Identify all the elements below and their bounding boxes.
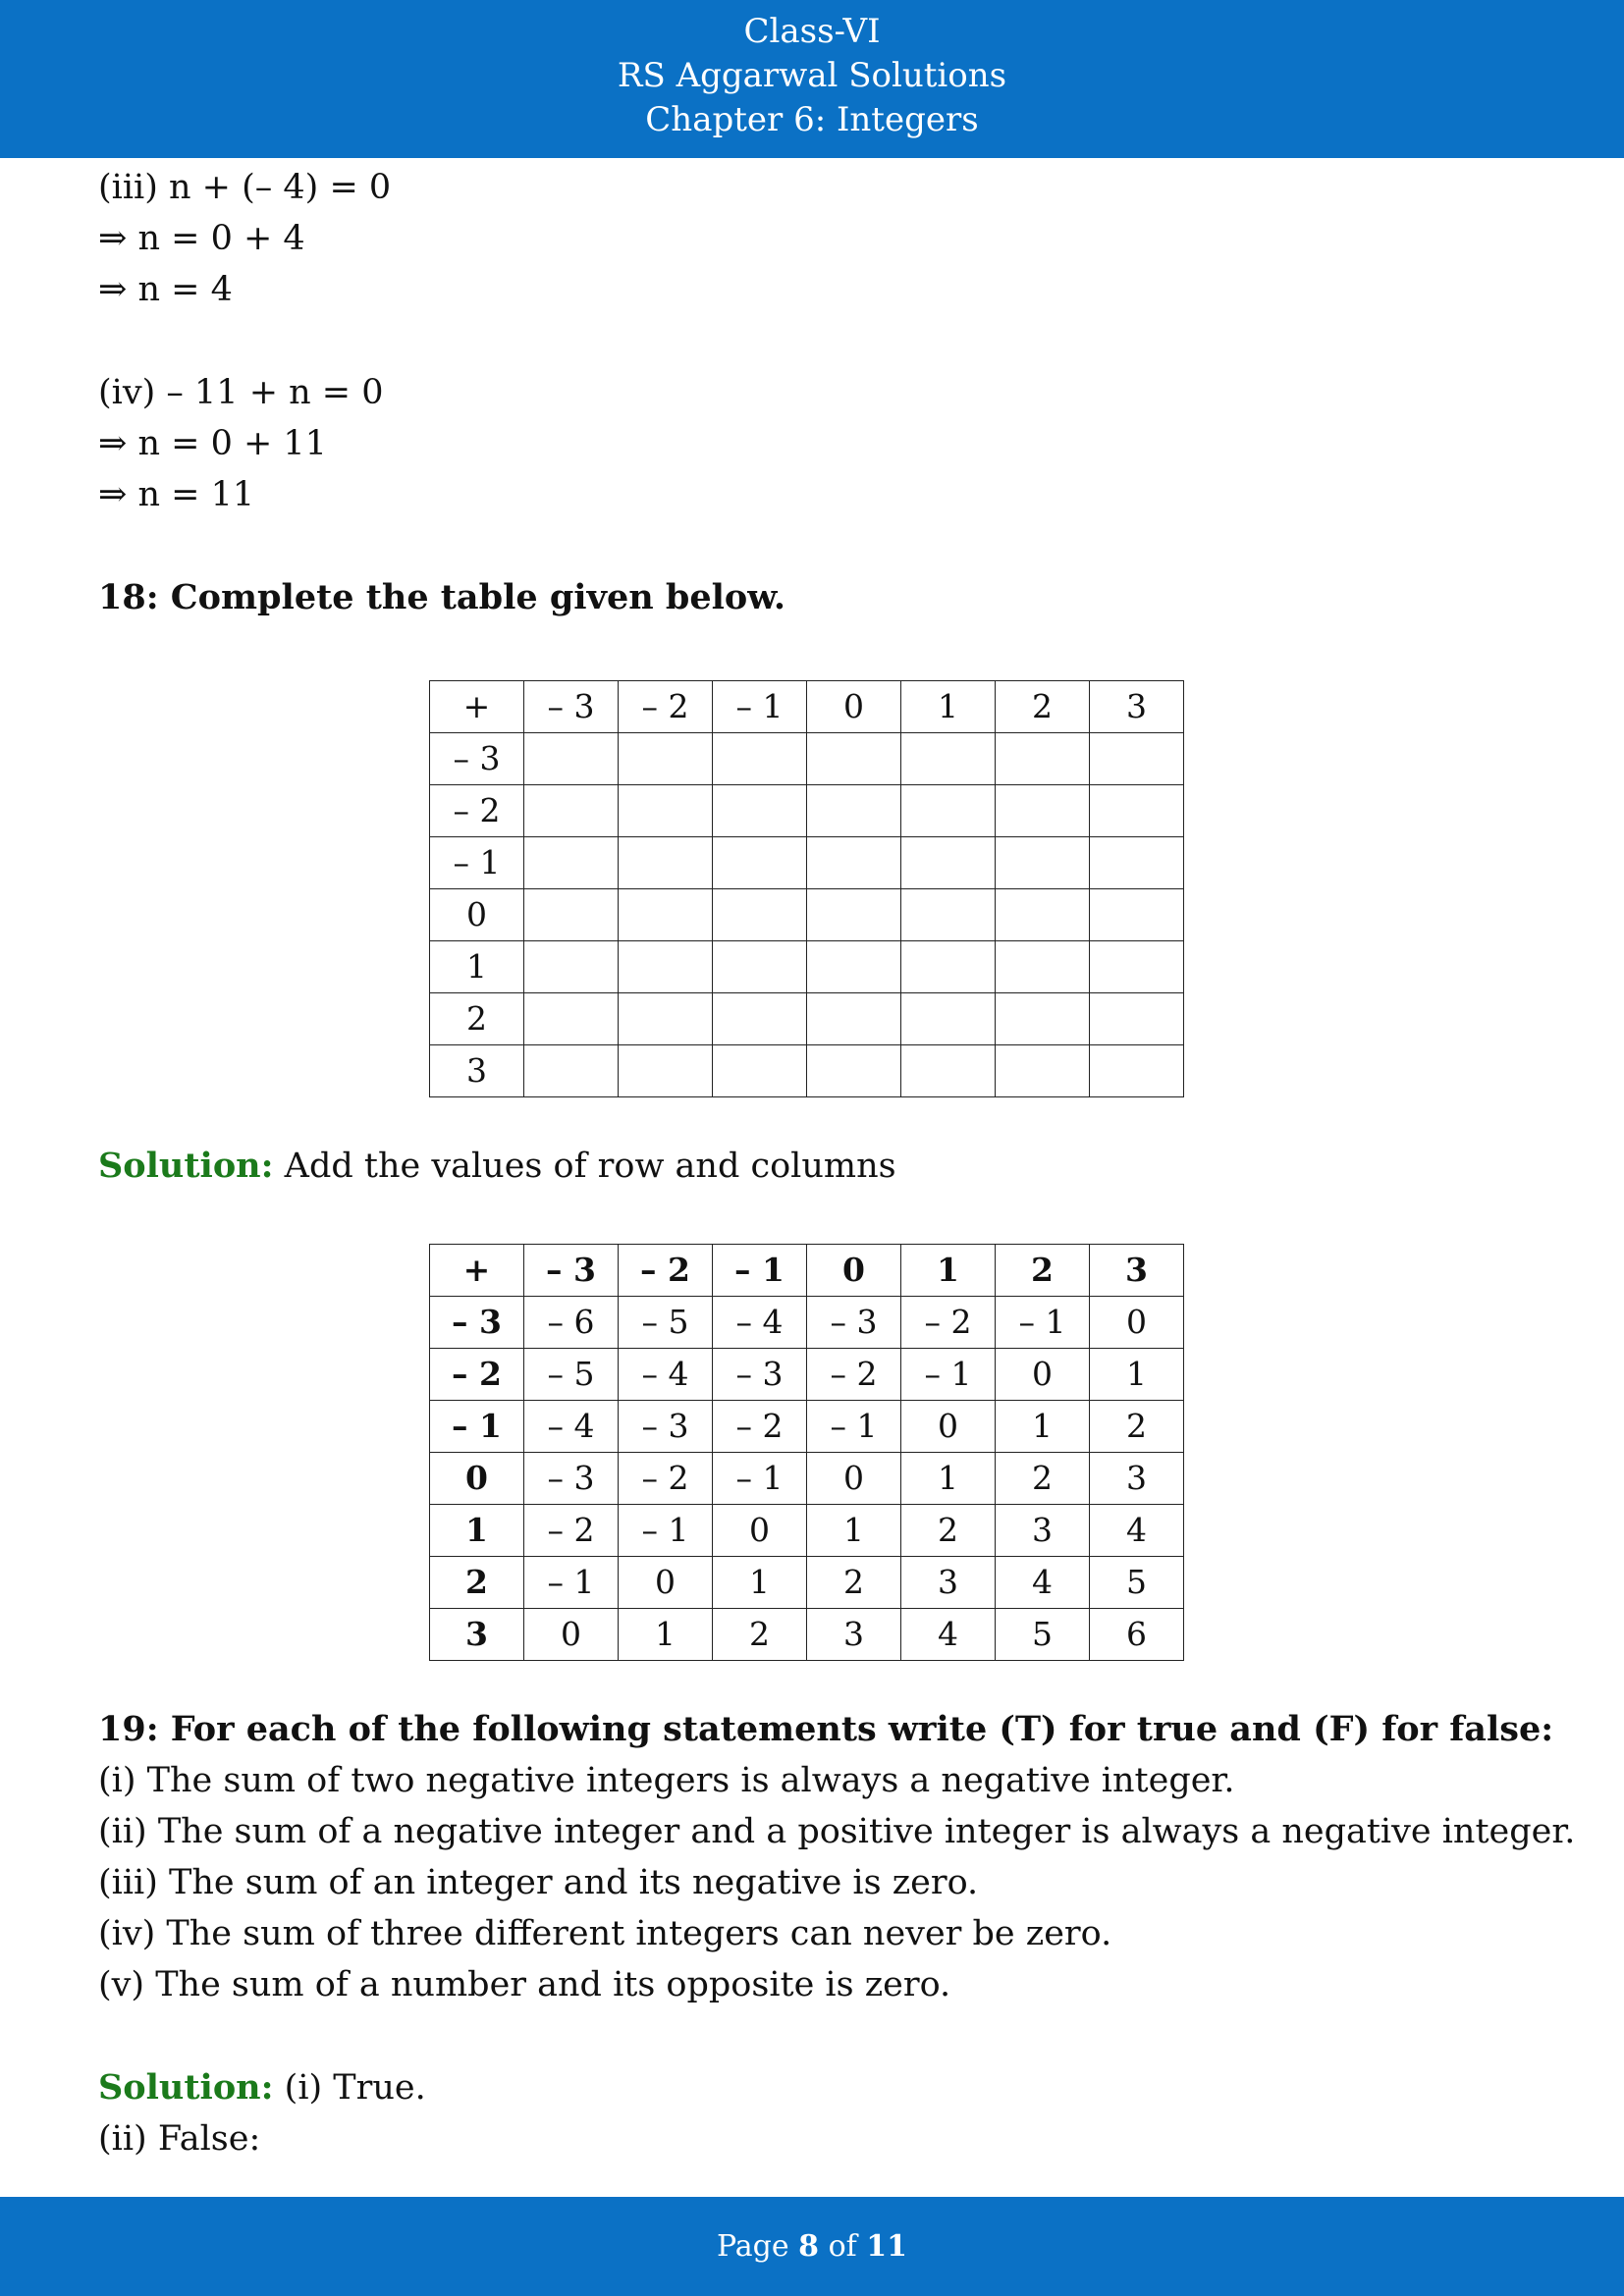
table-row xyxy=(430,837,1184,889)
table-cell: 4 xyxy=(1090,1505,1184,1557)
statement-item: (iv) The sum of three different integers can never be zero. xyxy=(98,1914,1112,1953)
table-row xyxy=(430,733,1184,785)
table-cell: – 2 xyxy=(713,1401,807,1453)
table-header-row xyxy=(430,1245,1184,1297)
table-empty-cell xyxy=(996,941,1090,993)
part-iv-line: ⇒ n = 0 + 11 xyxy=(98,424,327,463)
solution-18 xyxy=(98,1141,1532,1192)
table-header-cell: – 2 xyxy=(619,681,713,733)
table-cell: 0 xyxy=(524,1609,619,1661)
table-empty-cell xyxy=(901,1045,996,1097)
table-cell: 0 xyxy=(996,1349,1090,1401)
table-header-cell: – 2 xyxy=(619,1245,713,1297)
table-empty-cell xyxy=(996,785,1090,837)
table-cell: – 1 xyxy=(524,1557,619,1609)
table-empty-cell xyxy=(901,733,996,785)
table-empty-cell xyxy=(524,941,619,993)
solution-label: Solution: xyxy=(98,1146,274,1186)
table-header-cell: – 3 xyxy=(524,1245,619,1297)
table-cell: – 2 xyxy=(524,1505,619,1557)
table-empty-cell xyxy=(713,785,807,837)
table-cell: 4 xyxy=(901,1609,996,1661)
table-cell: 1 xyxy=(619,1609,713,1661)
table-row-label: 1 xyxy=(430,941,524,993)
table-row xyxy=(430,1349,1184,1401)
table-empty-cell xyxy=(619,993,713,1045)
table-cell: 1 xyxy=(1090,1349,1184,1401)
table-empty-cell xyxy=(619,1045,713,1097)
solution-19 xyxy=(98,2062,1532,2113)
table-empty-cell xyxy=(807,785,901,837)
part-iii-line: (iii) n + (– 4) = 0 xyxy=(98,168,392,207)
statement-item: (ii) The sum of a negative integer and a positive integer is always a negative integer. xyxy=(98,1812,1576,1851)
table-empty-cell xyxy=(524,733,619,785)
table-header-cell: – 1 xyxy=(713,1245,807,1297)
table-row xyxy=(430,1045,1184,1097)
filled-addition-table xyxy=(429,1244,1184,1661)
blank-addition-table xyxy=(429,680,1184,1097)
table-empty-cell xyxy=(996,1045,1090,1097)
table-row-label: – 3 xyxy=(430,1297,524,1349)
page-content xyxy=(98,162,1576,2164)
solution-19-first: (i) True. xyxy=(273,2068,426,2108)
table-empty-cell xyxy=(1090,889,1184,941)
table-cell: 3 xyxy=(901,1557,996,1609)
table-cell: – 6 xyxy=(524,1297,619,1349)
table-row xyxy=(430,1557,1184,1609)
header-book: RS Aggarwal Solutions xyxy=(617,56,1007,95)
table-empty-cell xyxy=(713,941,807,993)
table-empty-cell xyxy=(619,733,713,785)
table-empty-cell xyxy=(524,889,619,941)
table-cell: 1 xyxy=(901,1453,996,1505)
table-row-label: 3 xyxy=(430,1045,524,1097)
table-header-cell: + xyxy=(430,681,524,733)
table-cell: 2 xyxy=(996,1453,1090,1505)
table-row-label: 0 xyxy=(430,1453,524,1505)
table-row-label: – 1 xyxy=(430,837,524,889)
table-empty-cell xyxy=(1090,1045,1184,1097)
table-empty-cell xyxy=(901,941,996,993)
table-header-cell: – 3 xyxy=(524,681,619,733)
table-cell: 6 xyxy=(1090,1609,1184,1661)
statement-item: (iii) The sum of an integer and its negative is zero. xyxy=(98,1863,979,1902)
table-cell: – 2 xyxy=(807,1349,901,1401)
table-empty-cell xyxy=(713,889,807,941)
table-cell: 2 xyxy=(1090,1401,1184,1453)
solution-18-text: Add the values of row and columns xyxy=(273,1147,896,1186)
table-header-cell: 3 xyxy=(1090,681,1184,733)
table-row-label: 1 xyxy=(430,1505,524,1557)
table-empty-cell xyxy=(996,993,1090,1045)
table-cell: 0 xyxy=(1090,1297,1184,1349)
table-row xyxy=(430,785,1184,837)
solution-19-second: (ii) False: xyxy=(98,2119,261,2159)
header-chapter: Chapter 6: Integers xyxy=(645,100,979,139)
table-empty-cell xyxy=(807,993,901,1045)
table-empty-cell xyxy=(713,733,807,785)
table-cell: – 5 xyxy=(524,1349,619,1401)
table-cell: – 3 xyxy=(524,1453,619,1505)
table-row-label: 2 xyxy=(430,1557,524,1609)
table-header-cell: 0 xyxy=(807,681,901,733)
table-row xyxy=(430,941,1184,993)
table-cell: 0 xyxy=(807,1453,901,1505)
table-empty-cell xyxy=(807,941,901,993)
table-cell: 0 xyxy=(901,1401,996,1453)
question-19-title: 19: For each of the following statements write (T) for true and (F) for false: xyxy=(98,1709,1554,1749)
table-empty-cell xyxy=(713,1045,807,1097)
table-cell: 2 xyxy=(807,1557,901,1609)
table-row xyxy=(430,1401,1184,1453)
statement-item: (i) The sum of two negative integers is always a negative integer. xyxy=(98,1761,1235,1800)
table-cell: – 2 xyxy=(901,1297,996,1349)
footer-prefix: Page xyxy=(716,2229,799,2264)
table-empty-cell xyxy=(807,733,901,785)
table-empty-cell xyxy=(713,993,807,1045)
part-iv-line: ⇒ n = 11 xyxy=(98,475,255,514)
table-cell: – 1 xyxy=(807,1401,901,1453)
table-cell: – 4 xyxy=(524,1401,619,1453)
table-cell: 0 xyxy=(713,1505,807,1557)
table-cell: – 4 xyxy=(713,1297,807,1349)
table-cell: 5 xyxy=(1090,1557,1184,1609)
table-empty-cell xyxy=(524,785,619,837)
statement-item: (v) The sum of a number and its opposite is zero. xyxy=(98,1965,951,2004)
table-row xyxy=(430,889,1184,941)
table-cell: 5 xyxy=(996,1609,1090,1661)
table-empty-cell xyxy=(807,837,901,889)
table-empty-cell xyxy=(996,889,1090,941)
table-cell: 1 xyxy=(807,1505,901,1557)
table-row xyxy=(430,1505,1184,1557)
table-empty-cell xyxy=(1090,993,1184,1045)
table-empty-cell xyxy=(901,889,996,941)
table-cell: 3 xyxy=(807,1609,901,1661)
table-row-label: – 2 xyxy=(430,785,524,837)
table-row xyxy=(430,1453,1184,1505)
table-header-cell: 1 xyxy=(901,1245,996,1297)
table-empty-cell xyxy=(1090,941,1184,993)
table-cell: – 1 xyxy=(901,1349,996,1401)
table-empty-cell xyxy=(996,733,1090,785)
table-row-label: 3 xyxy=(430,1609,524,1661)
table-row-label: – 1 xyxy=(430,1401,524,1453)
part-iii-line: ⇒ n = 4 xyxy=(98,270,233,309)
table-header-cell: 3 xyxy=(1090,1245,1184,1297)
table-cell: – 3 xyxy=(619,1401,713,1453)
table-empty-cell xyxy=(901,837,996,889)
table-empty-cell xyxy=(807,1045,901,1097)
table-empty-cell xyxy=(713,837,807,889)
header-class: Class-VI xyxy=(743,12,881,51)
table-cell: 3 xyxy=(1090,1453,1184,1505)
table-cell: – 1 xyxy=(619,1505,713,1557)
table-header-cell: 1 xyxy=(901,681,996,733)
table-row-label: 0 xyxy=(430,889,524,941)
table-empty-cell xyxy=(1090,733,1184,785)
table-empty-cell xyxy=(619,941,713,993)
table-row-label: – 2 xyxy=(430,1349,524,1401)
table-row xyxy=(430,993,1184,1045)
table-cell: – 3 xyxy=(807,1297,901,1349)
table-empty-cell xyxy=(619,889,713,941)
part-iv-line: (iv) – 11 + n = 0 xyxy=(98,373,384,412)
footer-total-pages: 11 xyxy=(866,2229,908,2264)
table-row xyxy=(430,1609,1184,1661)
table-cell: – 2 xyxy=(619,1453,713,1505)
table-header-row xyxy=(430,681,1184,733)
table-row xyxy=(430,1297,1184,1349)
table-header-cell: 2 xyxy=(996,1245,1090,1297)
footer-mid: of xyxy=(819,2229,867,2264)
table-empty-cell xyxy=(619,837,713,889)
table-empty-cell xyxy=(901,785,996,837)
table-empty-cell xyxy=(996,837,1090,889)
table-cell: 0 xyxy=(619,1557,713,1609)
table-cell: – 3 xyxy=(713,1349,807,1401)
footer-page-number: 8 xyxy=(798,2229,820,2264)
solution-label: Solution: xyxy=(98,2067,274,2108)
table-cell: – 1 xyxy=(713,1453,807,1505)
table-empty-cell xyxy=(901,993,996,1045)
table-cell: 2 xyxy=(901,1505,996,1557)
table-cell: 3 xyxy=(996,1505,1090,1557)
table-cell: 1 xyxy=(713,1557,807,1609)
page-header xyxy=(0,0,1624,158)
table-empty-cell xyxy=(524,1045,619,1097)
table-header-cell: – 1 xyxy=(713,681,807,733)
table-empty-cell xyxy=(619,785,713,837)
part-iii-line: ⇒ n = 0 + 4 xyxy=(98,219,305,258)
table-cell: 2 xyxy=(713,1609,807,1661)
table-header-cell: 0 xyxy=(807,1245,901,1297)
table-cell: – 5 xyxy=(619,1297,713,1349)
table-header-cell: + xyxy=(430,1245,524,1297)
table-header-cell: 2 xyxy=(996,681,1090,733)
table-empty-cell xyxy=(524,837,619,889)
table-row-label: 2 xyxy=(430,993,524,1045)
table-empty-cell xyxy=(807,889,901,941)
page-footer xyxy=(0,2197,1624,2296)
table-cell: – 1 xyxy=(996,1297,1090,1349)
table-empty-cell xyxy=(1090,837,1184,889)
table-empty-cell xyxy=(524,993,619,1045)
table-row-label: – 3 xyxy=(430,733,524,785)
table-cell: 1 xyxy=(996,1401,1090,1453)
table-cell: 4 xyxy=(996,1557,1090,1609)
question-18-title: 18: Complete the table given below. xyxy=(98,577,786,617)
table-empty-cell xyxy=(1090,785,1184,837)
table-cell: – 4 xyxy=(619,1349,713,1401)
